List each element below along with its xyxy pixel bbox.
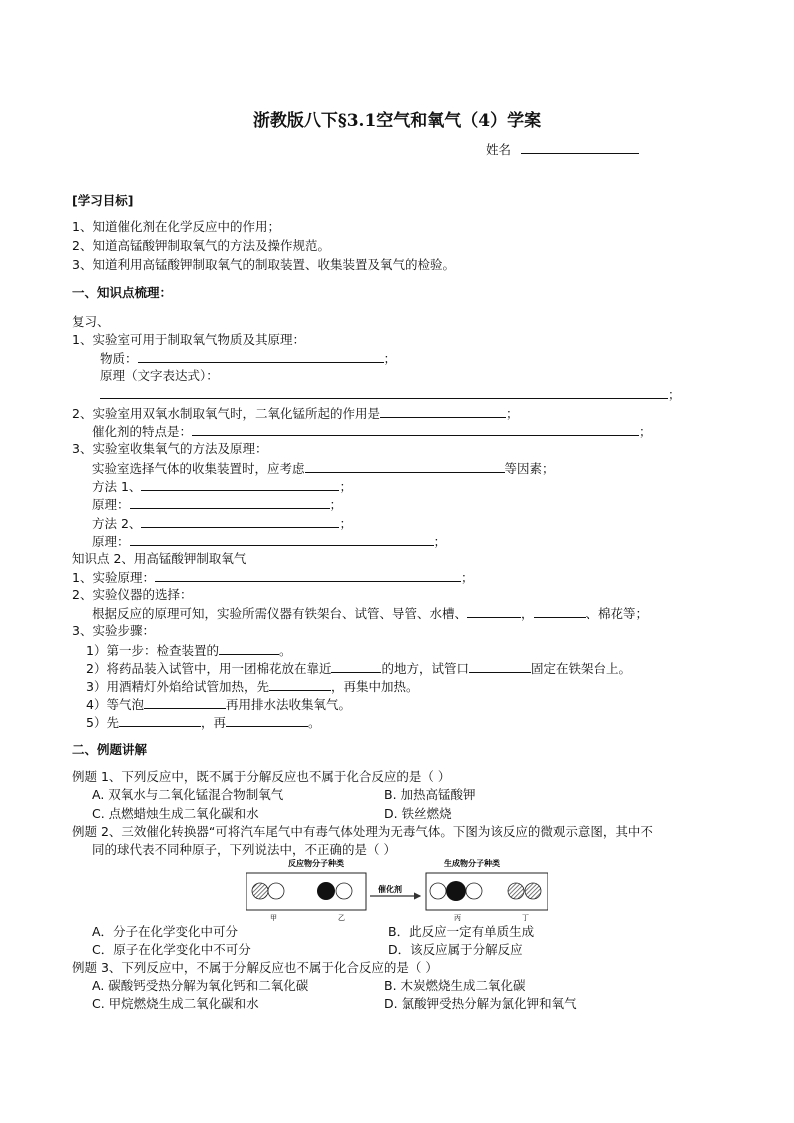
question-2 xyxy=(72,405,518,422)
question-1: 1、实验室可用于制取氧气物质及其原理： xyxy=(72,332,305,347)
label: 4）等气泡 xyxy=(86,697,144,712)
kp2-instruments-line xyxy=(92,605,648,622)
blank[interactable] xyxy=(192,423,639,436)
knowledge-point-2: 知识点 2、用高锰酸钾制取氧气 xyxy=(72,551,247,566)
label: 、棉花等； xyxy=(585,606,649,621)
ex2-option-c[interactable]: C．原子在化学变化中不可分 xyxy=(92,942,251,957)
name-blank[interactable] xyxy=(521,141,639,154)
blank[interactable] xyxy=(141,478,339,491)
blank[interactable] xyxy=(269,678,331,691)
blank[interactable] xyxy=(226,714,308,727)
label: 3）用酒精灯外焰给试管加热，先 xyxy=(86,679,269,694)
atom-black xyxy=(446,881,466,901)
q3-factors: 等因素； xyxy=(504,461,555,476)
label: 原理： xyxy=(92,497,130,512)
blank[interactable] xyxy=(534,605,586,618)
reactants-label: 反应物分子种类 xyxy=(288,858,344,868)
atom-hatched xyxy=(525,883,541,899)
label: 方法 2、 xyxy=(92,516,142,531)
q2-catalyst-line xyxy=(92,423,652,440)
blank[interactable] xyxy=(305,460,505,473)
q3-method2-line xyxy=(92,515,352,532)
label: 固定在铁架台上。 xyxy=(530,661,631,676)
example-3-question: 例题 3、下列反应中，不属于分解反应也不属于化合反应的是（ ） xyxy=(72,960,438,975)
blank[interactable] xyxy=(144,696,226,709)
ex1-option-d[interactable]: D. 铁丝燃烧 xyxy=(384,806,452,821)
label-jia: 甲 xyxy=(270,914,277,922)
ex3-option-b[interactable]: B. 木炭燃烧生成二氧化碳 xyxy=(384,978,526,993)
section2-heading: 二、例题讲解 xyxy=(72,742,148,757)
punct: 。 xyxy=(278,643,292,658)
label-yi: 乙 xyxy=(338,914,345,922)
atom-white xyxy=(336,883,352,899)
q3-consider-label: 实验室选择气体的收集装置时，应考虑 xyxy=(92,461,305,476)
atom-hatched xyxy=(252,883,268,899)
blank[interactable] xyxy=(130,533,434,546)
label: 根据反应的原理可知，实验所需仪器有铁架台、试管、导管、水槽、 xyxy=(92,606,468,621)
ex2-option-b[interactable]: B．此反应一定有单质生成 xyxy=(388,924,535,939)
punct: ； xyxy=(505,406,519,421)
reaction-diagram xyxy=(246,856,548,922)
punct: ； xyxy=(460,570,474,585)
ex3-option-a[interactable]: A. 碳酸钙受热分解为氧化钙和二氧化碳 xyxy=(92,978,309,993)
label: 2）将药品装入试管中，用一团棉花放在靠近 xyxy=(86,661,332,676)
label: 5）先 xyxy=(86,715,119,730)
label: 再用排水法收集氧气。 xyxy=(225,697,351,712)
kp2-principle-line xyxy=(72,569,473,586)
q3-principle2-line xyxy=(92,533,446,550)
q3-consider-line xyxy=(92,460,555,477)
blank[interactable] xyxy=(469,660,531,673)
punct: ； xyxy=(668,387,681,402)
label: 的地方，试管口 xyxy=(381,661,469,676)
atom-white xyxy=(466,883,482,899)
q2-text: 2、实验室用双氧水制取氧气时，二氧化锰所起的作用是 xyxy=(72,406,380,421)
kp2-instruments: 2、实验仪器的选择： xyxy=(72,587,193,602)
q1-principle-label: 原理（文字表达式）： xyxy=(100,368,219,383)
review-label: 复习、 xyxy=(72,314,110,329)
label: 原理： xyxy=(92,534,130,549)
step-1 xyxy=(86,642,291,659)
atom-white xyxy=(268,883,284,899)
punct: ； xyxy=(329,497,343,512)
punct: ， xyxy=(521,606,534,621)
ex2-option-a[interactable]: A．分子在化学变化中可分 xyxy=(92,924,239,939)
q1-material-label: 物质： xyxy=(100,351,138,366)
example-2-question: 例题 2、三效催化转换器“可将汽车尾气中有毒气体处理为无毒气体。下图为该反应的微观示意图，其中不 xyxy=(72,824,653,839)
goals-heading: [学习目标] xyxy=(72,193,134,208)
blank[interactable] xyxy=(219,642,279,655)
label: 1、实验原理： xyxy=(72,570,155,585)
catalyst-label: 催化剂 xyxy=(378,884,402,894)
punct: ； xyxy=(639,424,652,439)
kp2-steps: 3、实验步骤： xyxy=(72,623,155,638)
name-field xyxy=(486,141,639,158)
punct: ； xyxy=(339,516,352,531)
punct: ； xyxy=(339,479,352,494)
page-title: 浙教版八下§3.1空气和氧气（4）学案 xyxy=(252,111,542,131)
blank[interactable] xyxy=(467,605,521,618)
atom-white xyxy=(430,883,446,899)
step-2 xyxy=(86,660,631,677)
blank[interactable] xyxy=(141,515,339,528)
label: ，再集中加热。 xyxy=(330,679,419,694)
punct: 。 xyxy=(307,715,321,730)
label: 方法 1、 xyxy=(92,479,142,494)
blank[interactable] xyxy=(100,386,668,399)
name-label: 姓名 xyxy=(486,142,512,157)
label: 1）第一步：检查装置的 xyxy=(86,643,219,658)
blank[interactable] xyxy=(155,569,461,582)
q1-material-line xyxy=(100,350,396,367)
goal-item: 2、知道高锰酸钾制取氧气的方法及操作规范。 xyxy=(72,238,330,253)
blank[interactable] xyxy=(138,350,384,363)
punct: ； xyxy=(433,534,447,549)
ex1-option-b[interactable]: B. 加热高锰酸钾 xyxy=(384,787,476,802)
ex1-option-a[interactable]: A. 双氧水与二氧化锰混合物制氧气 xyxy=(92,787,284,802)
label-ding: 丁 xyxy=(522,914,529,922)
step-3 xyxy=(86,678,418,695)
q3-principle1-line xyxy=(92,496,342,513)
q1-principle-line xyxy=(100,386,681,403)
step-5 xyxy=(86,714,320,731)
blank[interactable] xyxy=(130,496,330,509)
blank[interactable] xyxy=(331,660,381,673)
products-label: 生成物分子种类 xyxy=(444,858,500,868)
example-2-question-cont: 同的球代表不同种原子，下列说法中，不正确的是（ ） xyxy=(92,842,396,857)
goal-item: 1、知道催化剂在化学反应中的作用； xyxy=(72,219,280,234)
blank[interactable] xyxy=(119,714,201,727)
punct: ； xyxy=(383,351,397,366)
ex3-option-c[interactable]: C. 甲烷燃烧生成二氧化碳和水 xyxy=(92,996,259,1011)
ex1-option-c[interactable]: C. 点燃蜡烛生成二氧化碳和水 xyxy=(92,806,259,821)
q2-catalyst-label: 催化剂的特点是： xyxy=(92,424,193,439)
goal-item: 3、知道利用高锰酸钾制取氧气的制取装置、收集装置及氧气的检验。 xyxy=(72,257,455,272)
example-1-question: 例题 1、下列反应中，既不属于分解反应也不属于化合反应的是（ ） xyxy=(72,769,451,784)
question-3: 3、实验室收集氧气的方法及原理： xyxy=(72,441,268,456)
label-bing: 丙 xyxy=(454,914,461,922)
q3-method1-line xyxy=(92,478,352,495)
blank[interactable] xyxy=(380,405,506,418)
ex2-option-d[interactable]: D．该反应属于分解反应 xyxy=(388,942,523,957)
atom-hatched xyxy=(508,883,524,899)
atom-black xyxy=(317,882,335,900)
section1-heading: 一、知识点梳理： xyxy=(72,285,173,300)
label: ，再 xyxy=(200,715,226,730)
ex3-option-d[interactable]: D. 氯酸钾受热分解为氯化钾和氧气 xyxy=(384,996,577,1011)
step-4 xyxy=(86,696,351,713)
